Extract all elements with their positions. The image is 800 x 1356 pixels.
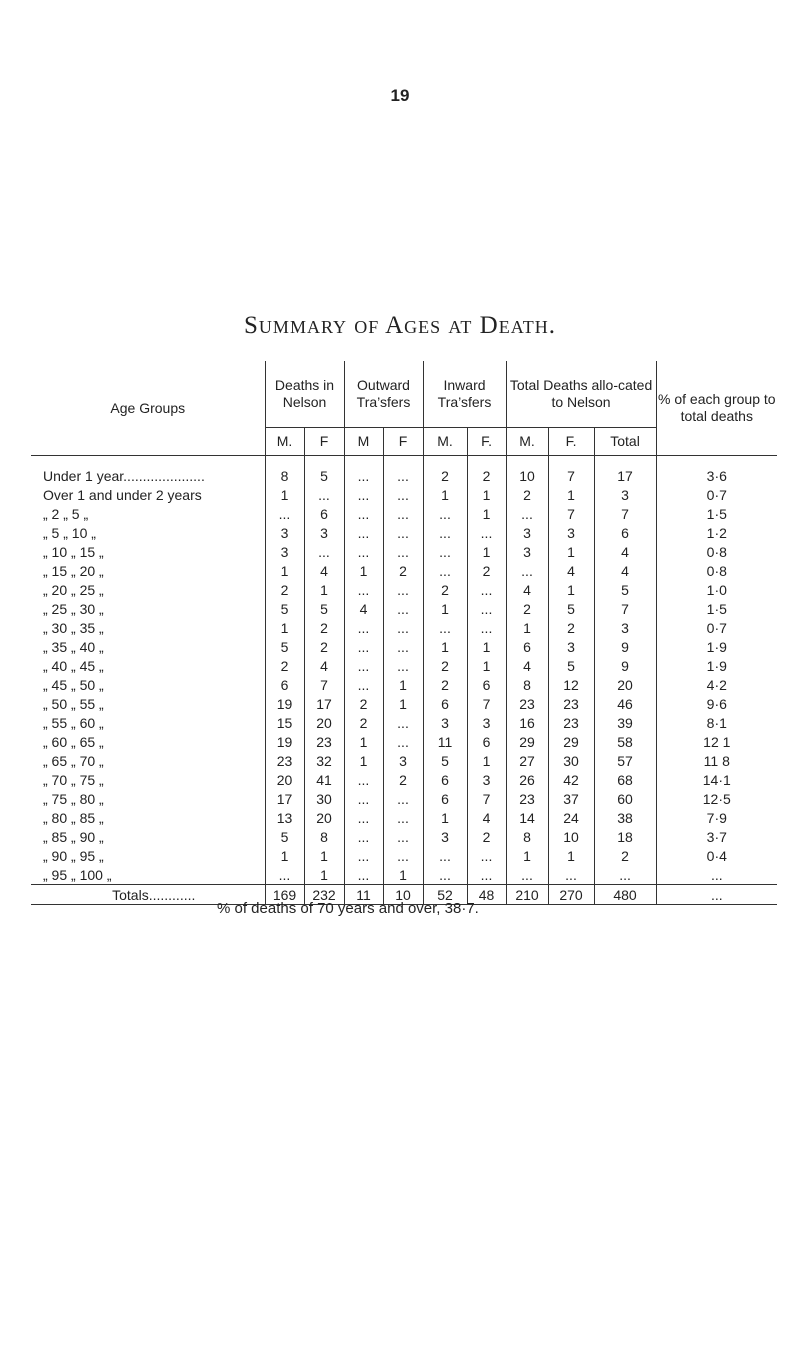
- value-cell: 15: [265, 713, 304, 732]
- value-cell: ...: [467, 865, 506, 885]
- value-cell: 2: [265, 580, 304, 599]
- value-cell: ...: [344, 456, 383, 486]
- table-row: [31, 675, 777, 694]
- value-cell: 5: [265, 599, 304, 618]
- value-cell: 38: [594, 808, 656, 827]
- age-group-cell: Under 1 year.....................: [43, 467, 205, 484]
- value-cell: ...: [344, 618, 383, 637]
- subheader-cell: F: [383, 428, 423, 456]
- age-group-cell: „ 75 „ 80 „: [43, 790, 104, 807]
- value-cell: 3: [506, 523, 548, 542]
- age-group-cell: „ 65 „ 70 „: [43, 752, 104, 769]
- age-group-cell: „ 40 „ 45 „: [43, 657, 104, 674]
- value-cell: ...: [383, 827, 423, 846]
- value-cell: ...: [344, 865, 383, 885]
- value-cell: 3: [548, 637, 594, 656]
- value-cell: 6: [423, 789, 467, 808]
- table-row: [31, 713, 777, 732]
- value-cell: 37: [548, 789, 594, 808]
- value-cell: 3: [467, 770, 506, 789]
- value-cell: ...: [467, 580, 506, 599]
- header-deaths-in-nelson: Deaths in Nelson: [265, 361, 344, 428]
- value-cell: 2: [265, 656, 304, 675]
- value-cell: 4: [467, 808, 506, 827]
- value-cell: ...: [344, 675, 383, 694]
- value-cell: 2: [423, 580, 467, 599]
- value-cell: ...: [344, 846, 383, 865]
- age-group-cell: „ 5 „ 10 „: [43, 524, 96, 541]
- value-cell: ...: [506, 865, 548, 885]
- table-row: [31, 694, 777, 713]
- value-cell: ...: [467, 618, 506, 637]
- value-cell: ...: [423, 542, 467, 561]
- value-cell: 1: [423, 485, 467, 504]
- value-cell: 3: [423, 713, 467, 732]
- value-cell: 3: [304, 523, 344, 542]
- totals-cell: 52: [423, 885, 467, 905]
- value-cell: 1: [383, 694, 423, 713]
- summary-table: [31, 361, 777, 905]
- value-cell: 1: [304, 865, 344, 885]
- value-cell: 29: [506, 732, 548, 751]
- subheader-cell: F.: [467, 428, 506, 456]
- footnote: % of deaths of 70 years and over, 38·7.: [217, 900, 479, 917]
- value-cell: 23: [265, 751, 304, 770]
- age-group-cell: „ 80 „ 85 „: [43, 809, 104, 826]
- value-cell: 30: [304, 789, 344, 808]
- value-cell: 12 1: [656, 732, 777, 751]
- value-cell: 1: [265, 618, 304, 637]
- value-cell: 1: [548, 580, 594, 599]
- value-cell: 1: [304, 846, 344, 865]
- value-cell: 1: [265, 485, 304, 504]
- value-cell: 11 8: [656, 751, 777, 770]
- value-cell: 0·8: [656, 542, 777, 561]
- value-cell: ...: [344, 656, 383, 675]
- value-cell: ...: [383, 656, 423, 675]
- table-row: [31, 789, 777, 808]
- value-cell: 46: [594, 694, 656, 713]
- value-cell: 4: [304, 656, 344, 675]
- value-cell: 20: [304, 713, 344, 732]
- value-cell: 2: [383, 561, 423, 580]
- value-cell: 20: [265, 770, 304, 789]
- value-cell: ...: [423, 561, 467, 580]
- value-cell: 0·4: [656, 846, 777, 865]
- value-cell: 2: [467, 561, 506, 580]
- value-cell: 1: [344, 732, 383, 751]
- value-cell: 18: [594, 827, 656, 846]
- value-cell: ...: [344, 637, 383, 656]
- value-cell: 5: [548, 656, 594, 675]
- value-cell: 4: [594, 561, 656, 580]
- value-cell: 10: [548, 827, 594, 846]
- value-cell: ...: [344, 770, 383, 789]
- age-group-cell: „ 35 „ 40 „: [43, 638, 104, 655]
- value-cell: 1: [548, 542, 594, 561]
- value-cell: ...: [344, 808, 383, 827]
- totals-cell: 210: [506, 885, 548, 905]
- value-cell: 4: [548, 561, 594, 580]
- header-inward-transfers: Inward Tra’sfers: [423, 361, 506, 428]
- value-cell: 3: [383, 751, 423, 770]
- value-cell: 1: [467, 504, 506, 523]
- value-cell: ...: [383, 542, 423, 561]
- header-outward-transfers: Outward Tra’sfers: [344, 361, 423, 428]
- value-cell: 7: [467, 694, 506, 713]
- value-cell: 6: [423, 694, 467, 713]
- value-cell: 1: [548, 846, 594, 865]
- value-cell: 7: [467, 789, 506, 808]
- value-cell: 2: [594, 846, 656, 865]
- table-row: [31, 456, 777, 486]
- value-cell: 39: [594, 713, 656, 732]
- value-cell: 29: [548, 732, 594, 751]
- value-cell: 1: [467, 637, 506, 656]
- value-cell: ...: [265, 865, 304, 885]
- age-group-cell: „ 30 „ 35 „: [43, 619, 104, 636]
- value-cell: 5: [304, 456, 344, 486]
- value-cell: 2: [344, 694, 383, 713]
- totals-label: Totals............: [31, 885, 265, 905]
- table-row: [31, 542, 777, 561]
- value-cell: ...: [344, 485, 383, 504]
- value-cell: 2: [423, 656, 467, 675]
- table-row: [31, 656, 777, 675]
- value-cell: ...: [304, 542, 344, 561]
- value-cell: 0·7: [656, 485, 777, 504]
- value-cell: 1·9: [656, 637, 777, 656]
- totals-cell: 11: [344, 885, 383, 905]
- age-group-cell: „ 60 „ 65 „: [43, 733, 104, 750]
- value-cell: 27: [506, 751, 548, 770]
- value-cell: ...: [383, 456, 423, 486]
- value-cell: 2: [383, 770, 423, 789]
- value-cell: ...: [383, 504, 423, 523]
- value-cell: ...: [548, 865, 594, 885]
- value-cell: ...: [506, 504, 548, 523]
- value-cell: ...: [423, 865, 467, 885]
- subheader-cell: M.: [265, 428, 304, 456]
- value-cell: ...: [383, 599, 423, 618]
- value-cell: 26: [506, 770, 548, 789]
- value-cell: 1·2: [656, 523, 777, 542]
- table-row: [31, 523, 777, 542]
- age-group-cell: „ 85 „ 90 „: [43, 828, 104, 845]
- value-cell: 3: [423, 827, 467, 846]
- value-cell: 5: [304, 599, 344, 618]
- totals-cell: 480: [594, 885, 656, 905]
- value-cell: 7: [594, 599, 656, 618]
- table-row: [31, 808, 777, 827]
- value-cell: 8: [265, 456, 304, 486]
- table-row: [31, 827, 777, 846]
- value-cell: ...: [383, 485, 423, 504]
- age-group-cell: Over 1 and under 2 years: [43, 486, 202, 503]
- value-cell: ...: [344, 580, 383, 599]
- value-cell: 8: [304, 827, 344, 846]
- value-cell: 2: [506, 599, 548, 618]
- value-cell: 17: [265, 789, 304, 808]
- value-cell: 7: [548, 504, 594, 523]
- table-row: [31, 732, 777, 751]
- value-cell: 2: [467, 827, 506, 846]
- value-cell: 23: [304, 732, 344, 751]
- page-title: Summary of Ages at Death.: [244, 312, 556, 339]
- value-cell: ...: [423, 504, 467, 523]
- value-cell: 2: [548, 618, 594, 637]
- value-cell: ...: [383, 523, 423, 542]
- value-cell: 9: [594, 637, 656, 656]
- totals-cell: 169: [265, 885, 304, 905]
- table-row: [31, 485, 777, 504]
- value-cell: 7: [594, 504, 656, 523]
- value-cell: 1: [383, 675, 423, 694]
- value-cell: ...: [656, 865, 777, 885]
- value-cell: 4: [594, 542, 656, 561]
- table-row: [31, 770, 777, 789]
- page-number: 19: [390, 86, 410, 105]
- value-cell: 42: [548, 770, 594, 789]
- totals-cell: 10: [383, 885, 423, 905]
- value-cell: 5: [548, 599, 594, 618]
- value-cell: 0·8: [656, 561, 777, 580]
- value-cell: 1: [265, 561, 304, 580]
- value-cell: 4: [344, 599, 383, 618]
- value-cell: 23: [548, 713, 594, 732]
- value-cell: 3: [265, 542, 304, 561]
- value-cell: 1: [506, 618, 548, 637]
- value-cell: ...: [304, 485, 344, 504]
- age-group-cell: „ 10 „ 15 „: [43, 543, 104, 560]
- table-row: [31, 561, 777, 580]
- value-cell: 32: [304, 751, 344, 770]
- subheader-cell: F: [304, 428, 344, 456]
- value-cell: 23: [506, 789, 548, 808]
- totals-cell: ...: [656, 885, 777, 905]
- value-cell: ...: [383, 846, 423, 865]
- value-cell: 7: [304, 675, 344, 694]
- value-cell: 12·5: [656, 789, 777, 808]
- value-cell: 19: [265, 732, 304, 751]
- value-cell: 11: [423, 732, 467, 751]
- value-cell: ...: [383, 732, 423, 751]
- value-cell: ...: [265, 504, 304, 523]
- value-cell: 9: [594, 656, 656, 675]
- value-cell: 1·5: [656, 599, 777, 618]
- value-cell: 23: [506, 694, 548, 713]
- age-group-cell: „ 15 „ 20 „: [43, 562, 104, 579]
- age-group-cell: „ 95 „ 100 „: [43, 866, 112, 883]
- value-cell: 5: [594, 580, 656, 599]
- header-age-groups: Age Groups: [31, 361, 265, 456]
- value-cell: 3: [548, 523, 594, 542]
- subheader-cell: F.: [548, 428, 594, 456]
- value-cell: 30: [548, 751, 594, 770]
- age-group-cell: „ 90 „ 95 „: [43, 847, 104, 864]
- value-cell: 2: [467, 456, 506, 486]
- value-cell: 5: [423, 751, 467, 770]
- value-cell: 1: [506, 846, 548, 865]
- value-cell: 1: [265, 846, 304, 865]
- value-cell: 3: [467, 713, 506, 732]
- value-cell: 17: [304, 694, 344, 713]
- value-cell: 6: [467, 675, 506, 694]
- totals-cell: 270: [548, 885, 594, 905]
- value-cell: ...: [467, 523, 506, 542]
- value-cell: 4: [506, 656, 548, 675]
- value-cell: 6: [594, 523, 656, 542]
- table-row: [31, 599, 777, 618]
- value-cell: ...: [383, 637, 423, 656]
- value-cell: 7: [548, 456, 594, 486]
- value-cell: 19: [265, 694, 304, 713]
- totals-cell: 232: [304, 885, 344, 905]
- value-cell: 6: [423, 770, 467, 789]
- value-cell: 13: [265, 808, 304, 827]
- value-cell: 1: [467, 751, 506, 770]
- totals-cell: 48: [467, 885, 506, 905]
- value-cell: 4: [304, 561, 344, 580]
- value-cell: 68: [594, 770, 656, 789]
- value-cell: 16: [506, 713, 548, 732]
- value-cell: 2: [344, 713, 383, 732]
- value-cell: 7·9: [656, 808, 777, 827]
- value-cell: 1·5: [656, 504, 777, 523]
- value-cell: 20: [594, 675, 656, 694]
- value-cell: 3: [594, 485, 656, 504]
- header-pct-each-group: % of each group to total deaths: [656, 361, 777, 456]
- value-cell: 6: [304, 504, 344, 523]
- value-cell: 1: [423, 637, 467, 656]
- table-row: [31, 618, 777, 637]
- value-cell: ...: [423, 618, 467, 637]
- table-row: [31, 846, 777, 865]
- value-cell: ...: [344, 523, 383, 542]
- value-cell: ...: [423, 846, 467, 865]
- value-cell: 57: [594, 751, 656, 770]
- value-cell: ...: [594, 865, 656, 885]
- value-cell: 1: [383, 865, 423, 885]
- value-cell: 10: [506, 456, 548, 486]
- value-cell: 23: [548, 694, 594, 713]
- table-row: [31, 865, 777, 885]
- value-cell: 4·2: [656, 675, 777, 694]
- value-cell: 0·7: [656, 618, 777, 637]
- age-group-cell: „ 45 „ 50 „: [43, 676, 104, 693]
- value-cell: 9·6: [656, 694, 777, 713]
- subheader-cell: M.: [506, 428, 548, 456]
- subheader-cell: M: [344, 428, 383, 456]
- value-cell: 2: [304, 618, 344, 637]
- value-cell: ...: [344, 789, 383, 808]
- age-group-cell: „ 50 „ 55 „: [43, 695, 104, 712]
- table-body: [31, 456, 777, 905]
- value-cell: 2: [506, 485, 548, 504]
- value-cell: 1: [467, 485, 506, 504]
- value-cell: 14: [506, 808, 548, 827]
- age-group-cell: „ 70 „ 75 „: [43, 771, 104, 788]
- header-total-deaths: Total Deaths allo-cated to Nelson: [506, 361, 656, 428]
- value-cell: 1: [344, 751, 383, 770]
- value-cell: 3·7: [656, 827, 777, 846]
- value-cell: 24: [548, 808, 594, 827]
- value-cell: ...: [344, 827, 383, 846]
- value-cell: 60: [594, 789, 656, 808]
- value-cell: 2: [304, 637, 344, 656]
- age-group-cell: „ 2 „ 5 „: [43, 505, 89, 522]
- value-cell: 1: [344, 561, 383, 580]
- value-cell: 1: [423, 808, 467, 827]
- value-cell: 1: [467, 656, 506, 675]
- value-cell: ...: [383, 713, 423, 732]
- value-cell: ...: [506, 561, 548, 580]
- value-cell: 1: [467, 542, 506, 561]
- value-cell: ...: [344, 542, 383, 561]
- value-cell: ...: [383, 789, 423, 808]
- value-cell: ...: [467, 599, 506, 618]
- value-cell: 4: [506, 580, 548, 599]
- value-cell: 8: [506, 827, 548, 846]
- value-cell: 41: [304, 770, 344, 789]
- value-cell: 5: [265, 637, 304, 656]
- value-cell: ...: [383, 618, 423, 637]
- age-group-cell: „ 55 „ 60 „: [43, 714, 104, 731]
- value-cell: 20: [304, 808, 344, 827]
- value-cell: 3: [265, 523, 304, 542]
- value-cell: ...: [467, 846, 506, 865]
- value-cell: 3: [506, 542, 548, 561]
- table-row: [31, 504, 777, 523]
- value-cell: ...: [383, 580, 423, 599]
- value-cell: 3: [594, 618, 656, 637]
- value-cell: 1·9: [656, 656, 777, 675]
- value-cell: 14·1: [656, 770, 777, 789]
- value-cell: 5: [265, 827, 304, 846]
- value-cell: 8: [506, 675, 548, 694]
- value-cell: 6: [506, 637, 548, 656]
- value-cell: 2: [423, 456, 467, 486]
- table-row: [31, 580, 777, 599]
- subheader-cell: M.: [423, 428, 467, 456]
- value-cell: ...: [344, 504, 383, 523]
- value-cell: 8·1: [656, 713, 777, 732]
- value-cell: 12: [548, 675, 594, 694]
- value-cell: 1·0: [656, 580, 777, 599]
- value-cell: 1: [423, 599, 467, 618]
- value-cell: ...: [383, 808, 423, 827]
- table-row: [31, 637, 777, 656]
- value-cell: 6: [265, 675, 304, 694]
- subheader-cell: Total: [594, 428, 656, 456]
- value-cell: 6: [467, 732, 506, 751]
- value-cell: 1: [548, 485, 594, 504]
- value-cell: 17: [594, 456, 656, 486]
- table-row: [31, 751, 777, 770]
- age-group-cell: „ 20 „ 25 „: [43, 581, 104, 598]
- value-cell: 3·6: [656, 456, 777, 486]
- value-cell: 2: [423, 675, 467, 694]
- age-group-cell: „ 25 „ 30 „: [43, 600, 104, 617]
- value-cell: 58: [594, 732, 656, 751]
- value-cell: 1: [304, 580, 344, 599]
- value-cell: ...: [423, 523, 467, 542]
